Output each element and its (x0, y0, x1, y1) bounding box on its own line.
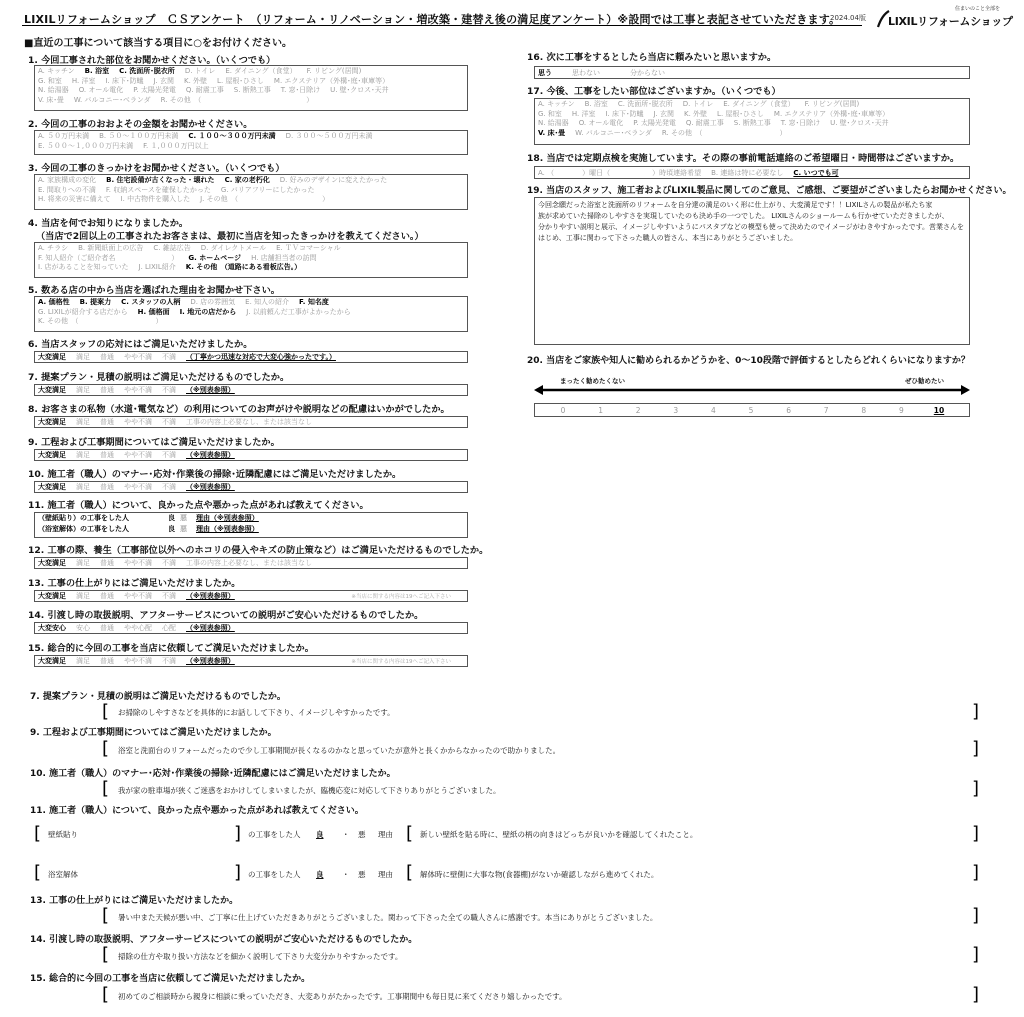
q11-options (34, 512, 468, 538)
detail-q7-title: 7. 提案プラン・見積の説明はご満足いただけるものでしたか。 (30, 692, 286, 702)
detail-q11-dot: ・ (342, 830, 350, 839)
detail-q11-bad: 悪 (358, 870, 366, 879)
rating-question-title: 9. 工程および工事期間についてはご満足いただけましたか。 (28, 436, 280, 448)
q11-row-bad: 悪 (180, 525, 187, 533)
option-line (38, 244, 464, 254)
option: H. 洋室 (571, 109, 596, 118)
option-line (38, 263, 464, 273)
bracket-open: [ (406, 823, 414, 844)
rating-note: （丁寧かつ迅速な対応で大変心強かったです。） (186, 353, 336, 361)
option-selected: B. 提案力 (79, 298, 112, 306)
detail-q10-text: 我が家の駐車場が狭くご迷惑をおかけしてしまいましたが、臨機応変に対応して下さりありがとうございました。 (118, 786, 501, 795)
rating-selected: 大変満足 (38, 483, 66, 491)
logo-name: LIXILリフォームショップ (888, 15, 1013, 28)
q18-option: A. （ ）曜日（ ）時頃連絡希望 (538, 168, 702, 177)
option: J. その他 （ ） (200, 195, 330, 203)
option-selected: K. その他 （道路にある看板広告。） (185, 263, 302, 271)
rating-question-title: 10. 施工者（職人）のマナー･応対･作業後の掃除･近隣配慮にはご満足いただけましたか。 (28, 469, 402, 480)
option: I. 床下･防蟻 (605, 109, 644, 118)
rating-note: 工事の内容上必要なし、または該当なし (186, 418, 312, 426)
option: J. 以前頼んだ工事がよかったから (246, 307, 351, 316)
bracket-open: [ (102, 944, 110, 965)
option: R. その他 （ ） (661, 128, 787, 137)
q20-left-label: まったく勧めたくない (560, 377, 625, 385)
rating-note: （※別表参照） (186, 385, 235, 394)
q17-title: 17. 今後、工事をしたい部位はございますか。（いくつでも） (527, 86, 781, 97)
scale-number: 9 (899, 406, 904, 415)
bracket-open: [ (102, 778, 110, 799)
rating-question-title: 15. 総合的に今回の工事を当店に依頼してご満足いただけましたか。 (28, 642, 314, 654)
option-selected: I. 地元の店だから (179, 307, 237, 316)
option-selected: V. 床･畳 (538, 128, 566, 137)
q11-row-reason: 理由（※別表参照） (196, 525, 259, 533)
rating-option: 普通 (100, 450, 114, 459)
q4-subtitle: （当店で2回以上の工事されたお客さまは、最初に当店を知ったきっかけを教えてください。） (36, 231, 424, 242)
option-line (38, 96, 464, 106)
option: N. 給湯器 (38, 86, 69, 94)
option: J. 玄関 (153, 76, 174, 85)
q11-row-bad: 悪 (180, 514, 187, 522)
rating-option: 安心 (76, 624, 90, 632)
detail-q10-title: 10. 施工者（職人）のマナー･応対･作業後の掃除･近隣配慮にはご満足いただけましたか。 (30, 769, 396, 779)
q1-title: 1. 今回工事された部位をお聞かせください。（いくつでも） (28, 55, 276, 66)
option: F. 知人紹介（ご紹介者名 ） (38, 253, 179, 262)
option: B. 浴室 (584, 100, 608, 108)
option: G. バリアフリーにしたかった (220, 185, 315, 194)
option: H. 洋室 (71, 76, 96, 85)
rating-question-title: 13. 工事の仕上がりにはご満足いただけましたか。 (28, 577, 241, 589)
q19-title: 19. 当店のスタッフ、施工者およびLIXIL製品に関してのご意見、ご感想、ご要望がございましたらお聞かせください。 (527, 186, 1012, 196)
option: U. 壁･クロス･天井 (330, 86, 389, 94)
option-selected: B. 浴室 (84, 67, 110, 75)
rating-selected: 大変安心 (38, 624, 66, 632)
option-line (538, 129, 966, 139)
option-selected: C. 家の老朽化 (224, 176, 270, 184)
rating-question-title: 14. 引渡し時の取扱説明、アフターサービスについての説明がご安心いただけるものでしたか。 (28, 610, 424, 621)
scale-number: 7 (823, 406, 829, 415)
option: E. 知人の紹介 (245, 298, 290, 306)
scale-number: 8 (861, 406, 867, 415)
rating-option: 満足 (76, 353, 90, 361)
option: W. バルコニー･ベランダ (575, 128, 652, 137)
rating-option: 満足 (76, 559, 90, 567)
rating-selected: 大変満足 (38, 591, 66, 600)
option-selected: G. ホームページ (188, 253, 242, 262)
rating-options (34, 481, 468, 493)
bracket-open: [ (102, 905, 110, 926)
option: O. オール電化 (578, 119, 624, 127)
detail-q11-work: 浴室解体 (48, 870, 78, 879)
detail-q11-bad: 悪 (358, 830, 366, 839)
feedback-line: 族が求めていた掃除のしやすさを実現していたのも決め手の一つでした。 LIXILさんのショールームも行かせていただきましたが、 (538, 212, 949, 220)
detail-q7-text: お掃除のしやすさなどを具体的にお話しして下さり、イメージしやすかったです。 (118, 708, 395, 717)
rating-options (34, 622, 468, 634)
option: H. 店舗担当者の訪問 (251, 253, 317, 262)
option: P. 太陽光発電 (133, 86, 176, 94)
option-line (38, 317, 464, 327)
option: A. 家族構成の変化 (38, 176, 97, 184)
option: A. チラシ (38, 244, 69, 252)
option-selected: F. 知名度 (299, 298, 329, 306)
option: F. １,０００万円以上 (143, 141, 209, 150)
detail-q13-title: 13. 工事の仕上がりにはご満足いただけましたか。 (30, 896, 239, 906)
rating-option: やや不満 (124, 385, 152, 394)
rating-option: やや不満 (124, 656, 152, 665)
rating-option: 普通 (100, 624, 114, 632)
rating-option: 普通 (100, 483, 114, 491)
option: E. ダイニング（食堂） (723, 100, 795, 108)
q2-options (34, 130, 468, 155)
rating-note: （※別表参照） (186, 624, 235, 632)
rating-option: 満足 (76, 656, 90, 665)
option: S. 断熱工事 (233, 86, 271, 94)
q11-row-reason: 理由（※別表参照） (196, 514, 259, 522)
rating-options (34, 449, 468, 461)
rating-option: やや不満 (124, 483, 152, 491)
rating-note: （※別表参照） (186, 483, 235, 491)
survey-title: LIXILリフォームショップ ＣＳアンケート （リフォーム・リノベーション・増改築・建替え後の満足度アンケート）※設問では工事と表記させていただきます。 (24, 13, 841, 26)
scale-number: 0 (560, 406, 566, 415)
rating-options (34, 416, 468, 428)
rating-option: やや不満 (124, 559, 152, 567)
detail-q11-title: 11. 施工者（職人）について、良かった点や悪かった点があれば教えてください。 (30, 806, 364, 816)
q5-options (34, 296, 468, 332)
detail-q11-good: 良 (316, 830, 324, 839)
bracket-close: ] (234, 823, 242, 844)
lixil-logo (876, 5, 1013, 29)
bracket-close: ] (234, 862, 242, 883)
rating-option: 普通 (100, 559, 114, 567)
option: A. ５０万円未満 (38, 132, 90, 140)
rating-option: 不満 (162, 353, 176, 361)
q18-title: 18. 当店では定期点検を実施しています。その際の事前電話連絡のご希望曜日・時間帯はございますか。 (527, 153, 960, 164)
q16-option: 分からない (630, 68, 665, 77)
rating-option: 不満 (162, 385, 176, 394)
option: M. エクステリア（外構･庭･車庫等） (273, 76, 390, 85)
bracket-close: ] (972, 701, 980, 722)
q3-options (34, 174, 468, 210)
option: K. 外壁 (184, 76, 208, 85)
q11-row-good: 良 (168, 514, 175, 522)
option: K. その他 （ ） (38, 317, 163, 325)
option: J. 玄関 (653, 109, 674, 118)
option: M. エクステリア（外構･庭･車庫等） (773, 109, 890, 118)
rating-options (34, 590, 468, 602)
rating-note: （※別表参照） (186, 450, 235, 459)
option-selected: C. １００～３００万円未満 (188, 132, 276, 140)
logo-tagline: 住まいのこと全部を (954, 6, 1000, 12)
feedback-line: 今回念願だった浴室と洗面所のリフォームを自分達の満足のいく形に仕上がり、大変満足です！！LIXILさんの製品が私たち家 (538, 201, 933, 209)
option: G. LIXILが紹介する店だから (38, 307, 128, 316)
option-line (538, 100, 966, 110)
q1-options (34, 65, 468, 111)
rating-footnote: ※当店に関する内容は19へご記入下さい (351, 593, 451, 600)
rating-selected: 大変満足 (38, 385, 66, 394)
q16-option: 思う (538, 68, 552, 77)
bracket-close: ] (972, 944, 980, 965)
option: K. 外壁 (684, 109, 708, 118)
detail-q15-text: 初めてのご相談時から親身に相談に乗っていただき、大変ありがたかったです。工事期間中も毎日見に来てくださり嬉しかったです。 (118, 992, 567, 1001)
option: R. その他 （ ） (160, 95, 314, 104)
scale-number-selected: 10 (933, 406, 945, 415)
rating-question-title: 8. お客さまの私物（水道･電気など）の利用についてのお声がけや説明などの配慮はいかがでしたか。 (28, 404, 450, 415)
feedback-line: はじめ、工事に関わって下さった職人の皆さん、本当にありがとうございました。 (538, 234, 798, 242)
q11-title: 11. 施工者（職人）について、良かった点や悪かった点があれば教えてください。 (28, 500, 369, 511)
q5-title: 5. 数ある店の中から当店を選ばれた理由をお聞かせ下さい。 (28, 285, 280, 296)
option: I. 中古物件を購入した (120, 195, 191, 203)
rating-option: 心配 (162, 624, 176, 632)
q17-options (534, 98, 970, 145)
q18-option-selected: C. いつでも可 (793, 168, 839, 177)
option-line (38, 195, 464, 205)
instruction: ■直近の工事について該当する項目に○をお付けください。 (24, 38, 292, 49)
option-selected: C. スタッフの人柄 (121, 298, 181, 306)
scale-number: 1 (598, 406, 603, 415)
option-line (38, 176, 464, 186)
option: B. 新聞紙面上の広告 (78, 244, 144, 252)
option: E. 間取りへの不満 (38, 185, 96, 194)
bracket-open: [ (34, 823, 42, 844)
scale-number: 4 (711, 406, 716, 415)
option-line (38, 86, 464, 96)
rating-question-title: 6. 当店スタッフの応対にはご満足いただけましたか。 (28, 339, 253, 350)
q11-row (38, 514, 464, 525)
option: C. 雑誌広告 (153, 244, 191, 252)
option: I. 店があることを知っていた (38, 263, 129, 271)
option: G. 和室 (538, 109, 562, 118)
scale-number: 5 (748, 406, 754, 415)
rating-selected: 大変満足 (38, 656, 66, 665)
q20-scale (534, 403, 970, 417)
option: I. 床下･防蟻 (105, 76, 144, 85)
option: U. 壁･クロス･天井 (830, 119, 889, 127)
rating-option: 満足 (76, 418, 90, 426)
feedback-line: 分かりやすい説明と展示、イメージしやすいようにパスタブなどの模型も使って決めたのでイメージがわきやすかったです。営業さんを (538, 223, 965, 231)
option-selected: H. 価格面 (137, 307, 170, 316)
rating-option: 普通 (100, 656, 114, 665)
option-line (38, 132, 464, 142)
option-line (38, 67, 464, 77)
option: D. 好みのデザインに変えたかった (279, 176, 388, 184)
q16-option: 思わない (572, 68, 600, 77)
option: D. トイレ (682, 100, 714, 108)
bracket-open: [ (406, 862, 414, 883)
option-line (38, 308, 464, 318)
bracket-close: ] (972, 738, 980, 759)
detail-q11-suffix: の工事をした人 (248, 830, 301, 839)
option: Q. 耐震工事 (685, 119, 724, 127)
option: Q. 耐震工事 (185, 86, 224, 94)
rating-selected: 大変満足 (38, 559, 66, 567)
rating-option: 満足 (76, 591, 90, 600)
option: G. 和室 (38, 76, 62, 85)
q4-title: 4. 当店を何でお知りになりましたか。 (28, 218, 189, 229)
detail-q13-text: 暑い中また天候が悪い中、ご丁寧に仕上げていただきありがとうございました。関わって下さった全ての職人さんに感謝です。本当にありがとうございました。 (118, 913, 658, 922)
rating-option: 不満 (162, 559, 176, 567)
rating-question-title: 7. 提案プラン・見積の説明はご満足いただけるものでしたか。 (28, 371, 290, 383)
option: E. ダイニング（食堂） (225, 67, 297, 75)
option: E. ＴＶコマーシャル (276, 244, 341, 252)
option: J. LIXIL紹介 (138, 263, 176, 271)
option: N. 給湯器 (538, 119, 569, 127)
detail-q11-good: 良 (316, 870, 324, 879)
q20-title: 20. 当店をご家族や知人に勧められるかどうかを、0～10段階で評価するとしたらどれくらいになりますか？ (527, 356, 970, 366)
q11-row-good: 良 (168, 525, 175, 533)
option-selected: B. 住宅設備が古くなった・壊れた (106, 176, 215, 184)
rating-option: 不満 (162, 418, 176, 426)
option: H. 将来の災害に備えて (38, 195, 111, 203)
bracket-close: ] (972, 862, 980, 883)
rating-option: 不満 (162, 483, 176, 491)
option: E. ５００～１,０００万円未満 (38, 141, 134, 150)
rating-option: 普通 (100, 385, 114, 394)
option: W. バルコニー･ベランダ (73, 95, 151, 104)
option-line (538, 119, 966, 129)
rating-option: やや不満 (124, 353, 152, 361)
bracket-open: [ (102, 701, 110, 722)
version-date: 2024.04版 (830, 14, 866, 22)
option: T. 窓･日除け (280, 86, 321, 94)
rating-options (34, 351, 468, 363)
rating-footnote: ※当店に関する内容は19へご記入下さい (351, 658, 451, 665)
rating-option: 満足 (76, 483, 90, 491)
option-line (538, 110, 966, 120)
option-selected: A. 価格性 (38, 298, 70, 306)
bracket-close: ] (972, 823, 980, 844)
detail-q11-reason: 解体時に壁側に大事な物(食器棚)がないか確認しながら進めてくれた。 (420, 870, 659, 879)
header-divider (22, 25, 862, 26)
q3-title: 3. 今回の工事のきっかけをお聞かせください。（いくつでも） (28, 163, 285, 174)
option-line (38, 186, 464, 196)
bracket-open: [ (34, 862, 42, 883)
option: L. 屋根･ひさし (217, 76, 264, 85)
rating-selected: 大変満足 (38, 353, 66, 361)
rating-option: 普通 (100, 353, 114, 361)
rating-option: やや不満 (124, 418, 152, 426)
option: O. オール電化 (78, 86, 124, 94)
rating-question-title: 12. 工事の際、養生（工事部位以外へのホコリの侵入やキズの防止策など）はご満足いただけるものでしたか。 (28, 545, 489, 556)
option: A. キッチン (538, 100, 575, 108)
rating-note: （※別表参照） (186, 656, 235, 665)
option: A. キッチン (38, 67, 75, 75)
q18-option: B. 連絡は特に必要なし (711, 168, 784, 177)
option: L. 屋根･ひさし (717, 109, 764, 118)
rating-option: 普通 (100, 591, 114, 600)
rating-option: 満足 (76, 450, 90, 459)
detail-q9-title: 9. 工程および工事期間についてはご満足いただけましたか。 (30, 728, 277, 738)
bracket-close: ] (972, 984, 980, 1005)
rating-option: 不満 (162, 450, 176, 459)
q20-right-label: ぜひ勧めたい (905, 377, 944, 385)
detail-q15-title: 15. 総合的に今回の工事を当店に依頼してご満足いただけましたか。 (30, 974, 311, 984)
option: F. リビング(居間) (306, 67, 362, 75)
bracket-close: ] (972, 778, 980, 799)
detail-q11-suffix: の工事をした人 (248, 870, 301, 879)
option: D. ３００～５００万円未満 (285, 132, 373, 140)
rating-option: やや不満 (124, 591, 152, 600)
detail-q11-reason: 新しい壁紙を貼る時に、壁紙の柄の向きはどっちが良いかを確認してくれたこと。 (420, 830, 698, 839)
option: B. ５０～１００万円未満 (99, 132, 179, 140)
rating-option: やや不満 (124, 450, 152, 459)
q11-row (38, 525, 464, 536)
rating-option: 普通 (100, 418, 114, 426)
rating-option: 満足 (76, 385, 90, 394)
q2-title: 2. 今回の工事のおおよその金額をお聞かせください。 (28, 119, 253, 130)
q16-options (534, 66, 970, 79)
q4-options (34, 242, 468, 278)
q11-row-label: （浴室解体）の工事をした人 (38, 525, 129, 533)
option: P. 太陽光発電 (633, 119, 676, 127)
bracket-open: [ (102, 738, 110, 759)
option: D. トイレ (184, 67, 216, 75)
rating-option: 不満 (162, 656, 176, 665)
rating-option: 不満 (162, 591, 176, 600)
q11-row-label: （壁紙貼り）の工事をした人 (38, 514, 129, 522)
scale-number: 3 (673, 406, 679, 415)
detail-q11-reason-label: 理由 (378, 830, 393, 839)
rating-note: 工事の内容上必要なし、または該当なし (186, 559, 312, 567)
detail-q14-text: 掃除の仕方や取り扱い方法などを細かく説明して下さり大変分かりやすかったです。 (118, 952, 403, 961)
option: S. 断熱工事 (733, 119, 771, 127)
option-line (38, 298, 464, 308)
rating-selected: 大変満足 (38, 418, 66, 426)
option-line (38, 142, 464, 152)
detail-q9-text: 浴室と洗面台のリフォームだったので少し工事期間が長くなるのかなと思っていたが意外と長くかからなかったので助かりました。 (118, 746, 561, 755)
rating-note: （※別表参照） (186, 591, 235, 600)
option-selected: C. 洗面所･脱衣所 (119, 67, 175, 75)
option-line (38, 77, 464, 87)
option: F. リビング(居間) (804, 100, 860, 108)
detail-q14-title: 14. 引渡し時の取扱説明、アフターサービスについての説明がご安心いただけるものでしたか。 (30, 935, 418, 945)
rating-selected: 大変満足 (38, 450, 66, 459)
bracket-open: [ (102, 984, 110, 1005)
bracket-close: ] (972, 905, 980, 926)
option: V. 床･畳 (38, 95, 64, 104)
option: F. 収納スペースを確保したかった (105, 185, 211, 194)
q20-arrow-icon (534, 384, 970, 396)
option: D. ダイレクトメール (200, 244, 267, 252)
option: C. 洗面所･脱衣所 (617, 100, 673, 108)
rating-options (34, 557, 468, 569)
q16-title: 16. 次に工事をするとしたら当店に頼みたいと思いますか。 (527, 52, 777, 63)
q18-options (534, 166, 970, 179)
option: T. 窓･日除け (780, 119, 821, 127)
scale-number: 2 (635, 406, 641, 415)
detail-q11-reason-label: 理由 (378, 870, 393, 879)
rating-option: やや心配 (124, 624, 152, 632)
option: D. 店の雰囲気 (190, 298, 236, 306)
detail-q11-dot: ・ (342, 870, 350, 879)
rating-options (34, 384, 468, 396)
q19-feedback-box (534, 197, 970, 345)
scale-number: 6 (786, 406, 791, 415)
rating-options (34, 655, 468, 667)
option-line (38, 254, 464, 264)
detail-q11-work: 壁紙貼り (48, 830, 78, 839)
